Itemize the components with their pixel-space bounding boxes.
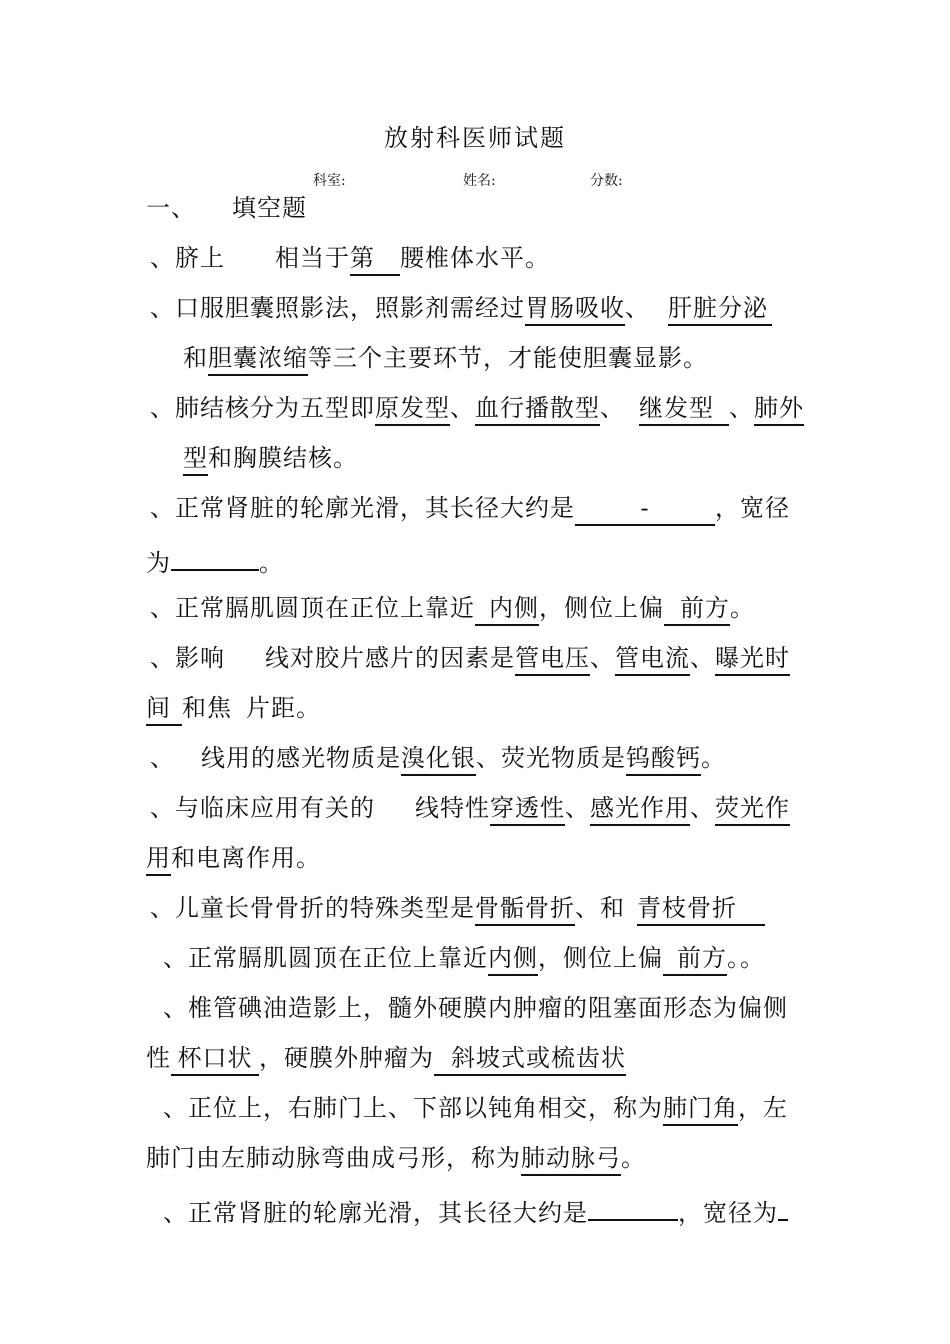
question-text: 、 [565, 794, 590, 822]
question-text: 、正位上，右肺门上、下部以钝角相交，称为 [163, 1094, 663, 1122]
question-text: ，侧位上偏 [539, 594, 664, 622]
score-label: 分数: [590, 173, 623, 189]
question-text: 线特性 [415, 794, 490, 822]
section-header [146, 191, 307, 225]
answer-blank: 曝光时 [715, 642, 790, 676]
question-text: 、 [600, 394, 625, 422]
question-8 [150, 791, 790, 826]
answer-blank: 管电压 [515, 642, 590, 676]
answer-blank: 胃肠吸收 [525, 292, 625, 326]
question-text: ，宽径 [715, 494, 790, 522]
question-text: 腰椎体水平。 [400, 244, 550, 272]
answer-blank: 肺门角 [663, 1092, 738, 1126]
question-text: 、荧光物质是 [476, 744, 626, 772]
answer-blank: 肺动脉弓 [521, 1142, 621, 1176]
answer-blank: 杯口状 [171, 1042, 259, 1076]
question-text: 、和 [575, 894, 625, 922]
question-12 [163, 1091, 788, 1126]
answer-blank: 管电流 [615, 642, 690, 676]
question-4 [150, 491, 790, 526]
page-title: 放射科医师试题 [384, 124, 566, 152]
question-text: 。。 [727, 944, 765, 972]
answer-blank: 肝脏分泌 [668, 292, 772, 326]
question-6 [150, 641, 790, 676]
answer-blank [778, 1191, 788, 1221]
question-8-cont [146, 841, 321, 876]
question-text: 。 [701, 744, 726, 772]
question-text: 、 [590, 644, 615, 672]
answer-blank: 溴化银 [401, 742, 476, 776]
answer-blank: 用 [146, 842, 171, 876]
question-text: 等三个主要环节，才能使胆囊显影。 [308, 344, 708, 372]
question-text: 、正常膈肌圆顶在正位上靠近 [163, 944, 488, 972]
answer-blank: 型 [183, 442, 208, 476]
answer-blank: 前方 [664, 592, 730, 626]
question-text: 、正常肾脏的轮廓光滑，其长径大约是 [163, 1199, 588, 1227]
answer-blank: 间 [146, 692, 182, 726]
question-11 [163, 991, 788, 1025]
answer-blank: 内侧 [475, 592, 539, 626]
answer-blank: 肺外 [754, 392, 804, 426]
question-1 [150, 241, 550, 276]
answer-blank [171, 541, 259, 571]
question-text: 。 [259, 549, 284, 577]
question-text: 、与临床应用有关的 [150, 794, 375, 822]
question-6-cont [146, 691, 321, 726]
answer-blank: 感光作用 [590, 792, 690, 826]
question-text: ，左 [738, 1094, 788, 1122]
name-label: 姓名: [463, 173, 496, 189]
question-13 [163, 1191, 788, 1230]
answer-blank [588, 1191, 678, 1221]
question-text: 为 [146, 549, 171, 577]
question-text: 相当于 [275, 244, 350, 272]
question-text: 、 [450, 394, 475, 422]
section-label: 填空题 [232, 194, 307, 222]
answer-blank: 原发型 [375, 392, 450, 426]
question-text: 、正常膈肌圆顶在正位上靠近 [150, 594, 475, 622]
question-10 [163, 941, 765, 976]
section-number: 一、 [146, 194, 196, 222]
question-text: 、 [690, 644, 715, 672]
question-text: 、 [150, 744, 175, 772]
question-text: 和 [183, 344, 208, 372]
question-text: 和胸膜结核。 [208, 444, 358, 472]
answer-blank: 胆囊浓缩 [208, 342, 308, 376]
question-text: 、口服胆囊照影法，照影剂需经过 [150, 294, 525, 322]
question-text: ，宽径为 [678, 1199, 778, 1227]
question-text: 、正常肾脏的轮廓光滑，其长径大约是 [150, 494, 575, 522]
question-text: 、 [729, 394, 754, 422]
answer-blank: 斜坡式或梳齿状 [434, 1042, 626, 1076]
question-text: 、椎管碘油造影上，髓外硬膜内肿瘤的阻塞面形态为偏侧 [163, 994, 788, 1022]
question-11-cont [146, 1041, 626, 1076]
question-text: 。 [730, 594, 755, 622]
answer-blank: 穿透性 [490, 792, 565, 826]
answer-blank: 荧光作 [715, 792, 790, 826]
question-3-cont [183, 441, 358, 476]
question-text: ，侧位上偏 [538, 944, 663, 972]
question-7 [150, 741, 726, 776]
answer-blank: 青枝骨折 [637, 892, 765, 926]
question-text: 和电离作用。 [171, 844, 321, 872]
question-text: 和焦 [182, 694, 232, 722]
question-2-cont [183, 341, 708, 376]
question-text: 、脐上 [150, 244, 225, 272]
answer-blank: - [575, 492, 715, 526]
question-text: 、 [690, 794, 715, 822]
question-text: 、 [625, 294, 650, 322]
answer-blank: 内侧 [488, 942, 538, 976]
answer-blank: 钨酸钙 [626, 742, 701, 776]
question-12-cont [146, 1141, 646, 1176]
dept-label: 科室: [313, 173, 346, 189]
question-text: 线对胶片感片的因素是 [265, 644, 515, 672]
question-text: ，硬膜外肿瘤为 [259, 1044, 434, 1072]
answer-blank: 前方 [663, 942, 727, 976]
question-5 [150, 591, 755, 626]
answer-blank: 第 [350, 242, 400, 276]
question-text: 、儿童长骨骨折的特殊类型是 [150, 894, 475, 922]
answer-blank: 血行播散型 [475, 392, 600, 426]
question-text: 性 [146, 1044, 171, 1072]
question-text: 线用的感光物质是 [201, 744, 401, 772]
question-9 [150, 891, 765, 926]
answer-blank: 骨骺骨折 [475, 892, 575, 926]
question-text: 肺门由左肺动脉弯曲成弓形，称为 [146, 1144, 521, 1172]
question-text: 片距。 [246, 694, 321, 722]
question-text: 、影响 [150, 644, 225, 672]
question-3 [150, 391, 804, 426]
answer-blank: 继发型 [639, 392, 729, 426]
question-2 [150, 291, 772, 326]
question-text: 。 [621, 1144, 646, 1172]
question-4-cont [146, 541, 284, 580]
question-text: 、肺结核分为五型即 [150, 394, 375, 422]
